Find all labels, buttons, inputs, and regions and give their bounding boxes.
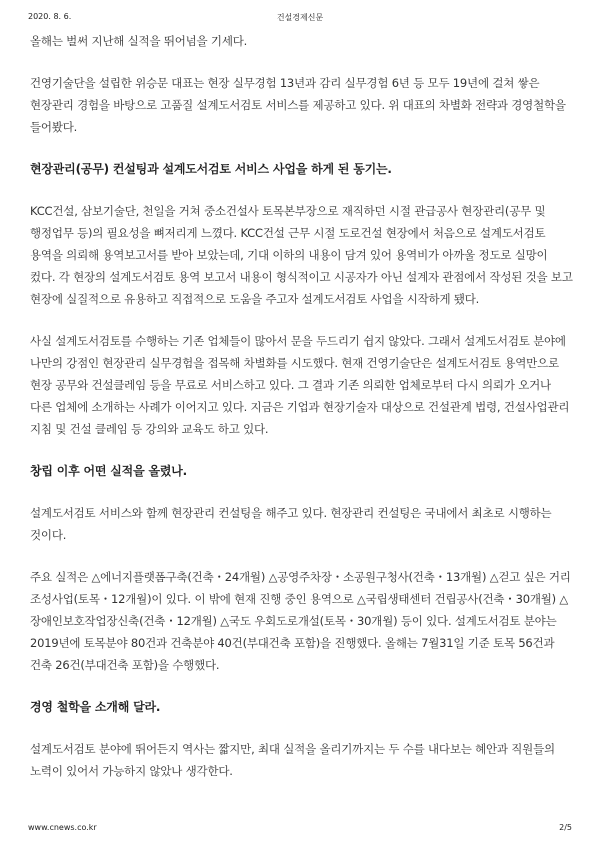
footer-site-url: www.cnews.co.kr <box>28 823 97 832</box>
interview-question: 현장관리(공무) 컨설팅과 설계도서검토 서비스 사업을 하게 된 동기는. <box>30 162 392 176</box>
paragraph: 설계도서검토 서비스와 함께 현장관리 컨설팅을 해주고 있다. 현장관리 컨설팅은 국내에서 최초로 시행하는 것이다. <box>30 506 552 542</box>
page-number: 2/5 <box>559 823 572 832</box>
print-date: 2020. 8. 6. <box>28 12 72 21</box>
print-footer <box>28 823 572 837</box>
print-source: 건설경제신문 <box>276 13 324 22</box>
paragraph: 올해는 벌써 지난해 실적을 뛰어넘을 기세다. <box>30 34 248 48</box>
paragraph: 주요 실적은 △에너지플랫폼구축(건축・24개월) △공영주차장・소공원구청사(건축・13개월) △걷고 싶은 거리 조성사업(토목・12개월)이 있다. 이 밖에 현재 진행 중인 용역으로 △국립생태센터 건립공사(건축・30개월) △장애인보호작업장신축(건축・12개월) △국도 우회도로개설(토목・30개월) 등이 있다. 설계도서검토 분야는 2019년에 토목분야 80건과 건축분야 40건(부대건축 포함)을 진행했다. 올해는 7월31일 기준 토목 56건과 건축 26건(부대건축 포함)을 수행했다. <box>30 570 571 672</box>
paragraph: 사실 설계도서검토를 수행하는 기존 업체들이 많아서 문을 두드리기 쉽지 않았다. 그래서 설계도서검토 분야에 나만의 강점인 현장관리 실무경험을 접목해 차별화를 시도했다. 현재 건영기술단은 설계도서검토 용역만으로 현장 공무와 건설클레임 등을 무료로 서비스하고 있다. 그 결과 기존 의뢰한 업체로부터 다시 의뢰가 오거나 다른 업체에 소개하는 사례가 이어지고 있다. 지금은 기업과 현장기술자 대상으로 건설관계 법령, 건설사업관리 지침 및 건설 클레임 등 강의와 교육도 하고 있다. <box>30 334 570 436</box>
article-body <box>30 30 575 802</box>
paragraph: 건영기술단을 설립한 위승문 대표는 현장 실무경험 13년과 감리 실무경험 6년 등 모두 19년에 걸쳐 쌓은 현장관리 경험을 바탕으로 고품질 설계도서검토 서비스를 제공하고 있다. 위 대표의 차별화 전략과 경영철학을 들어봤다. <box>30 76 566 134</box>
paragraph: 설계도서검토 분야에 뛰어든지 역사는 짧지만, 최대 실적을 올리기까지는 두 수를 내다보는 혜안과 직원들의 노력이 있어서 가능하지 않았나 생각한다. <box>30 742 555 778</box>
print-header <box>28 12 572 26</box>
interview-question: 경영 철학을 소개해 달라. <box>30 700 161 714</box>
paragraph: KCC건설, 삼보기술단, 천일을 거쳐 중소건설사 토목본부장으로 재직하던 시절 관급공사 현장관리(공무 및 행정업무 등)의 필요성을 뼈저리게 느꼈다. KCC건설 근무 시절 도로건설 현장에서 처음으로 설계도서검토 용역을 의뢰해 용역보고서를 받아 보았는데, 기대 이하의 내용이 담겨 있어 용역비가 아까울 정도로 실망이 컸다. 각 현장의 설계도서검토 용역 보고서 내용이 형식적이고 시공자가 아닌 설계자 관점에서 작성된 것을 보고 현장에 실질적으로 유용하고 직접적으로 도움을 주고자 설계도서검토 사업을 시작하게 됐다. <box>30 204 573 306</box>
interview-question: 창립 이후 어떤 실적을 올렸나. <box>30 464 187 478</box>
